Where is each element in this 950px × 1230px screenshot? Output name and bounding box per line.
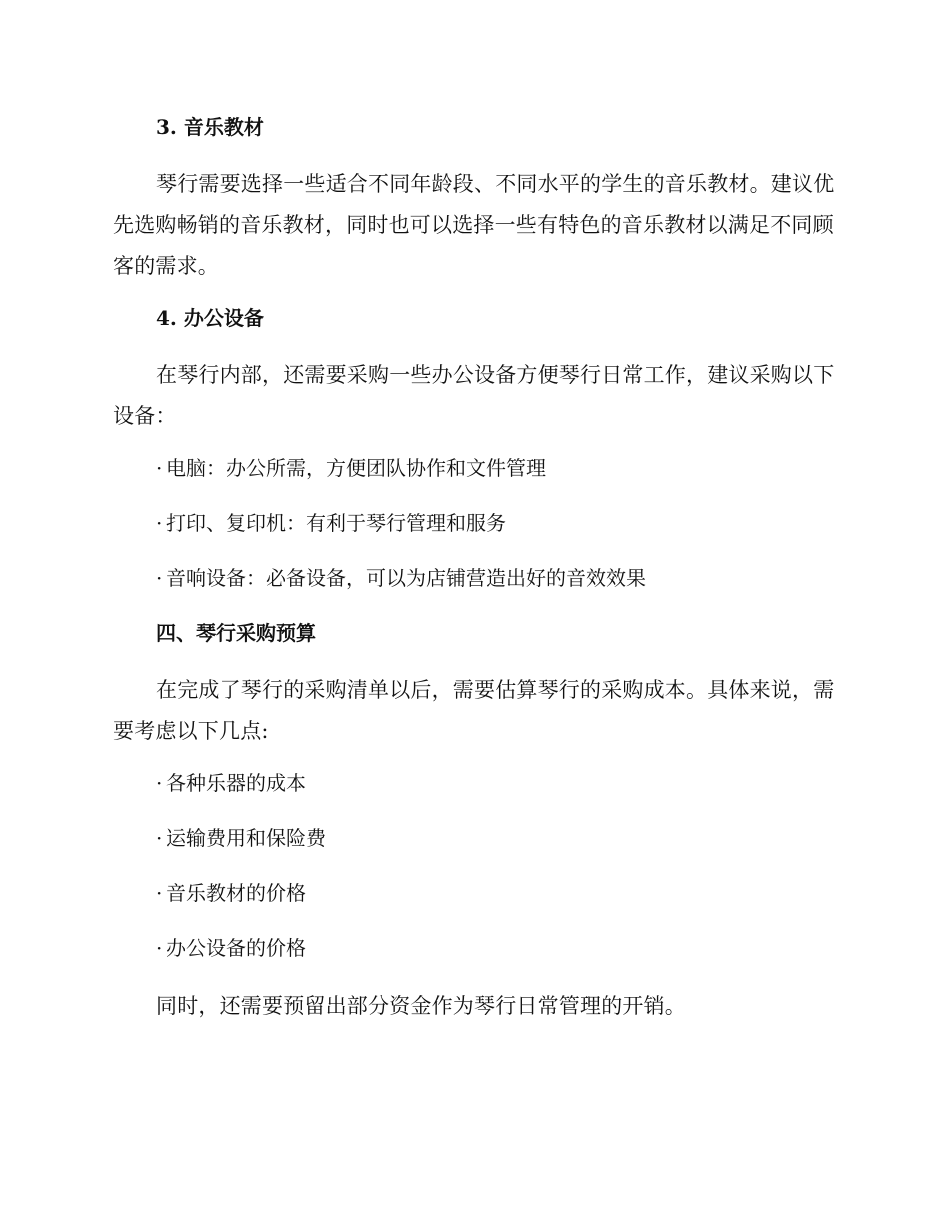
paragraph-budget: 在完成了琴行的采购清单以后，需要估算琴行的采购成本。具体来说，需要考虑以下几点: (113, 678, 835, 743)
list-item-text: 电脑：办公所需，方便团队协作和文件管理 (166, 456, 546, 480)
bullet-symbol: · (156, 456, 163, 480)
bullet-symbol: · (156, 936, 163, 960)
list-item-budget-shipping (113, 821, 835, 855)
heading-budget: 四、琴行采购预算 (156, 621, 316, 645)
list-item-text: 音响设备：必备设备，可以为店铺营造出好的音效效果 (166, 566, 646, 590)
paragraph-closing: 同时，还需要预留出部分资金作为琴行日常管理的开销。 (156, 994, 686, 1018)
list-item-office-printer (113, 506, 835, 540)
list-item-office-audio (113, 561, 835, 595)
list-item-text: 打印、复印机：有利于琴行管理和服务 (166, 511, 506, 535)
heading-office-equipment: 4. 办公设备 (156, 306, 264, 330)
bullet-symbol: · (156, 881, 163, 905)
list-item-text: 运输费用和保险费 (166, 826, 326, 850)
paragraph-music-books: 琴行需要选择一些适合不同年龄段、不同水平的学生的音乐教材。建议优先选购畅销的音乐教材，同时也可以选择一些有特色的音乐教材以满足不同顾客的需求。 (113, 172, 835, 278)
paragraph-office-equipment: 在琴行内部，还需要采购一些办公设备方便琴行日常工作，建议采购以下设备： (113, 363, 835, 428)
list-item-budget-instruments (113, 766, 835, 800)
bullet-symbol: · (156, 771, 163, 795)
bullet-symbol: · (156, 566, 163, 590)
list-item-budget-office (113, 931, 835, 965)
list-item-text: 办公设备的价格 (166, 936, 306, 960)
list-item-budget-books (113, 876, 835, 910)
bullet-symbol: · (156, 511, 163, 535)
heading-music-books: 3. 音乐教材 (156, 115, 264, 139)
document-content (113, 110, 835, 1041)
list-item-text: 音乐教材的价格 (166, 881, 306, 905)
list-item-text: 各种乐器的成本 (166, 771, 306, 795)
bullet-symbol: · (156, 826, 163, 850)
list-item-office-computer (113, 451, 835, 485)
